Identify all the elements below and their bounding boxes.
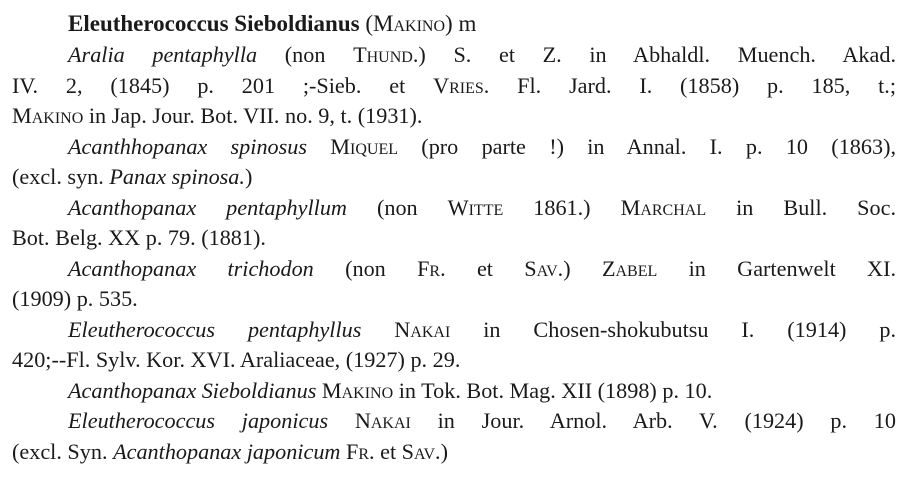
synonym-entry — [12, 254, 896, 315]
author-name: Sav. — [401, 438, 441, 464]
citation-text: Bot. Belg. XX p. 79. (1881). — [12, 225, 266, 250]
citation-text: (excl. Syn. — [12, 438, 114, 464]
citation-text: in Jour. Arnol. Arb. V. (1924) p. 10 — [410, 408, 896, 433]
taxon-name: Acanthopanax trichodon — [68, 255, 314, 281]
citation-text — [328, 408, 355, 433]
taxon-name: Panax spinosa. — [109, 164, 245, 189]
citation-line — [12, 315, 896, 346]
taxon-name: Acanthhopanax spinosus — [68, 133, 307, 159]
citation-text: in Tok. Bot. Mag. XII (1898) p. 10. — [393, 377, 713, 403]
taxon-name: Eleutherococcus japonicus — [68, 408, 329, 433]
citation-text: et — [374, 438, 402, 464]
citation-text: (pro parte !) in Annal. I. p. 10 (1863), — [398, 133, 896, 159]
citation-text: ) S. et Z. in Abhaldl. Muench. Akad. — [418, 42, 896, 67]
citation-line — [12, 284, 896, 315]
citation-text — [307, 134, 330, 159]
citation-text: (1909) p. 535. — [12, 286, 138, 311]
citation-text: (non — [257, 42, 354, 67]
species-author: Makino — [373, 11, 446, 36]
citation-line — [12, 345, 896, 376]
citation-line — [12, 376, 896, 407]
citation-text: IV. 2, (1845) p. 201 ;-Sieb. et — [12, 72, 434, 98]
citation-text: in Chosen-shokubutsu I. (1914) p. — [450, 316, 897, 342]
citation-line — [12, 406, 896, 437]
author-name: Nakai — [354, 408, 411, 433]
species-name: Eleutherococcus Sieboldianus — [68, 11, 360, 36]
author-open-paren: ( — [365, 11, 374, 36]
author-close-paren: ) — [445, 11, 453, 36]
citation-line — [12, 132, 896, 163]
citation-text: in Bull. Soc. — [706, 194, 896, 220]
author-name: Witte — [447, 194, 504, 220]
synonym-list — [12, 40, 896, 467]
citation-text: et — [445, 255, 525, 281]
citation-line — [12, 193, 896, 224]
citation-text: in Gartenwelt XI. — [657, 255, 897, 281]
author-name: Marchal — [620, 194, 707, 220]
author-name: Thund. — [353, 42, 419, 67]
synonym-entry — [12, 40, 896, 132]
taxon-name: Eleutherococcus pentaphyllus — [68, 316, 362, 342]
citation-line — [12, 71, 896, 102]
citation-text: (excl. syn. — [12, 164, 110, 189]
author-name: Makino — [321, 377, 394, 403]
synonym-entry — [12, 406, 896, 467]
taxon-name: Acanthopanax Sieboldianus — [68, 377, 317, 403]
species-suffix: m — [458, 11, 477, 36]
citation-text — [361, 317, 394, 342]
citation-text: 1861.) — [503, 194, 621, 220]
author-name: Sav. — [524, 255, 564, 281]
author-name: Zabel — [601, 255, 658, 281]
citation-line — [12, 223, 896, 254]
author-name: Vries. — [433, 72, 490, 98]
citation-text: 420;--Fl. Sylv. Kor. XVI. Araliaceae, (1927) p. 29. — [12, 347, 461, 372]
author-name: Makino — [12, 103, 84, 128]
taxon-name: Acanthopanax pentaphyllum — [68, 194, 347, 220]
author-name: Fr. — [346, 438, 375, 464]
citation-line — [12, 40, 896, 71]
citation-line — [12, 254, 896, 285]
synonym-entry — [12, 376, 896, 407]
citation-text: ) — [440, 438, 448, 464]
author-name: Nakai — [394, 316, 451, 342]
document-page — [12, 8, 896, 467]
citation-text: ) — [563, 255, 602, 281]
citation-line — [12, 101, 896, 132]
citation-line — [12, 162, 896, 193]
author-name: Miquel — [330, 133, 399, 159]
synonym-entry — [12, 193, 896, 254]
synonym-entry — [12, 132, 896, 193]
citation-text: (non — [346, 194, 448, 220]
citation-text: ) — [244, 164, 253, 189]
author-name: Fr. — [417, 255, 446, 281]
citation-text: (non — [313, 255, 418, 281]
citation-line — [12, 437, 896, 468]
taxon-name: Aralia pentaphylla — [68, 42, 258, 67]
taxon-name: Acanthopanax japonicum — [113, 438, 341, 464]
species-heading — [68, 8, 896, 40]
citation-text: in Jap. Jour. Bot. VII. no. 9, t. (1931). — [83, 103, 423, 128]
citation-text: Fl. Jard. I. (1858) p. 185, t.; — [489, 72, 896, 98]
synonym-entry — [12, 315, 896, 376]
